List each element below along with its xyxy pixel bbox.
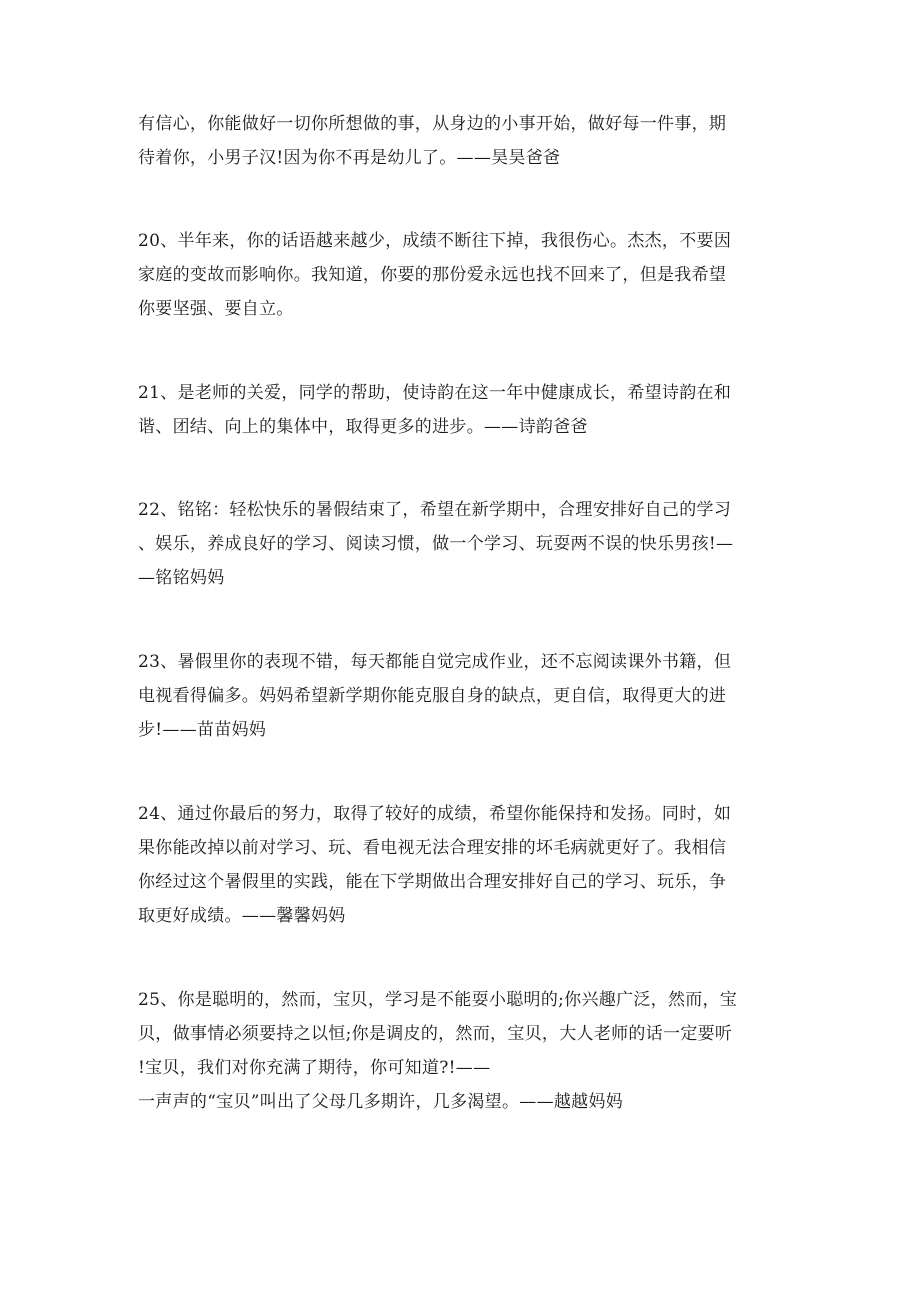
- text-line: 20、半年来，你的话语越来越少，成绩不断往下掉，我很伤心。杰杰，不要因: [138, 231, 732, 251]
- text-line: 谐、团结、向上的集体中，取得更多的进步。——诗韵爸爸: [138, 417, 588, 437]
- paragraph-23: [138, 645, 788, 747]
- paragraph-24: [138, 797, 788, 933]
- paragraph-22: [138, 493, 788, 595]
- text-line: 步!——苗苗妈妈: [138, 720, 267, 740]
- text-line: !宝贝，我们对你充满了期待，你可知道?!——: [138, 1058, 491, 1078]
- paragraph-21: [138, 376, 788, 444]
- text-line: 22、铭铭：轻松快乐的暑假结束了，希望在新学期中，合理安排好自己的学习: [138, 500, 732, 520]
- text-line: 有信心，你能做好一切你所想做的事，从身边的小事开始，做好每一件事，期: [138, 114, 727, 134]
- text-line: 21、是老师的关爱，同学的帮助，使诗韵在这一年中健康成长，希望诗韵在和: [138, 383, 732, 403]
- text-line: 家庭的变故而影响你。我知道，你要的那份爱永远也找不回来了，但是我希望: [138, 265, 727, 285]
- text-line: 你经过这个暑假里的实践，能在下学期做出合理安排好自己的学习、玩乐，争: [138, 872, 727, 892]
- text-line: 果你能改掉以前对学习、玩、看电视无法合理安排的坏毛病就更好了。我相信: [138, 838, 727, 858]
- text-line: 取更好成绩。——馨馨妈妈: [138, 906, 346, 926]
- paragraph-25: [138, 983, 788, 1119]
- text-line: 待着你，小男子汉!因为你不再是幼儿了。——昊昊爸爸: [138, 148, 561, 168]
- text-line: 24、通过你最后的努力，取得了较好的成绩，希望你能保持和发扬。同时，如: [138, 804, 732, 824]
- text-line: 、娱乐，养成良好的学习、阅读习惯，做一个学习、玩耍两不误的快乐男孩!—: [138, 534, 734, 554]
- text-line: 一声声的“宝贝”叫出了父母几多期许，几多渴望。——越越妈妈: [138, 1092, 624, 1112]
- paragraph-20: [138, 224, 788, 326]
- text-line: 贝，做事情必须要持之以恒;你是调皮的，然而，宝贝，大人老师的话一定要听: [138, 1024, 733, 1044]
- text-line: 23、暑假里你的表现不错，每天都能自觉完成作业，还不忘阅读课外书籍，但: [138, 652, 732, 672]
- text-line: 25、你是聪明的，然而，宝贝，学习是不能耍小聪明的;你兴趣广泛，然而，宝: [138, 990, 738, 1010]
- paragraph-19-continued: [138, 107, 788, 175]
- text-line: 电视看得偏多。妈妈希望新学期你能克服自身的缺点，更自信，取得更大的进: [138, 686, 727, 706]
- text-line: 你要坚强、要自立。: [138, 299, 294, 319]
- text-line: —铭铭妈妈: [138, 568, 225, 588]
